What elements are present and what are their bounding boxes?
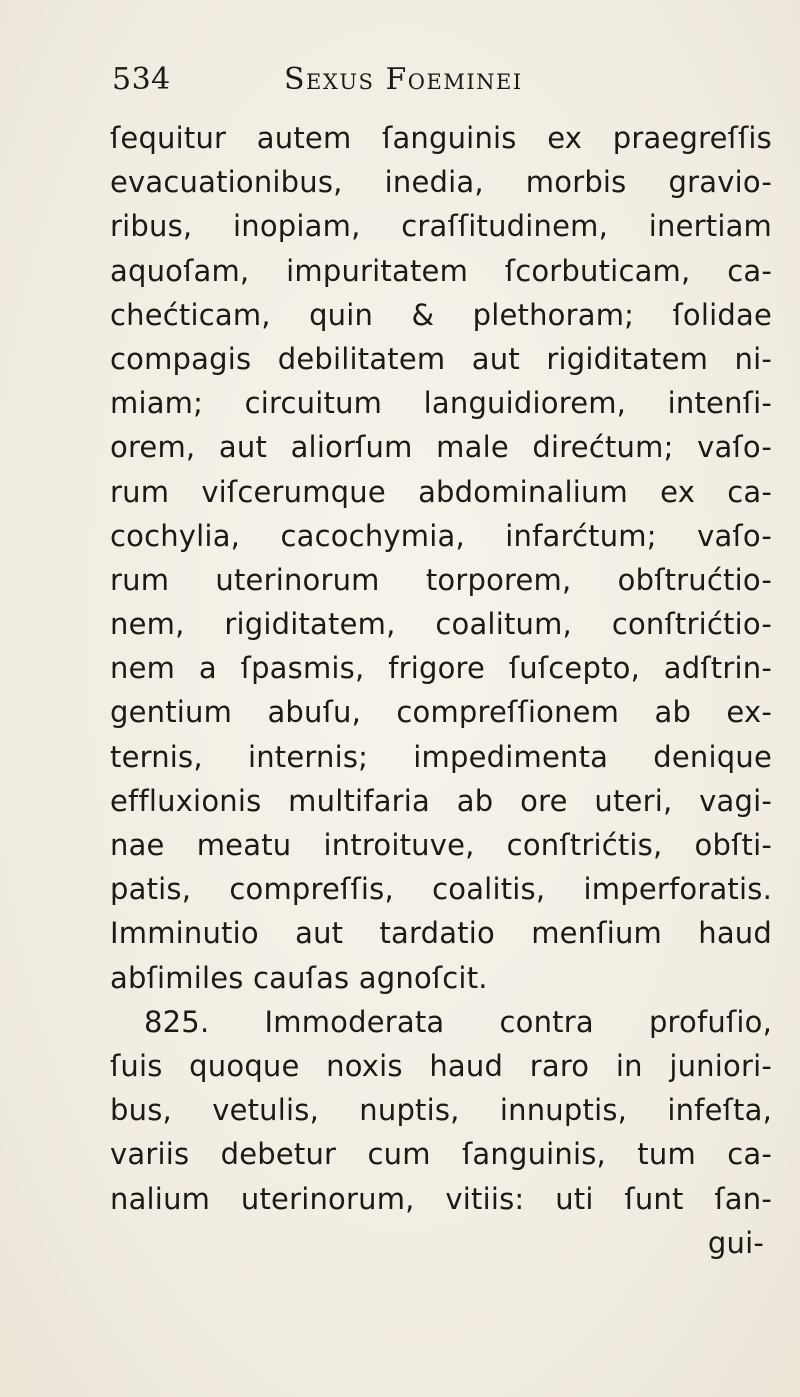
text-line: nalium uterinorum, vitiis: uti ſunt ſan- [110, 1181, 772, 1216]
text-line: nem a ſpasmis, frigore ſuſcepto, adſtrin- [110, 651, 772, 686]
text-line: abſimiles cauſas agnoſcit. [110, 960, 488, 995]
text-line: effluxionis multifaria ab ore uteri, vagi- [110, 783, 772, 818]
text-line: nem, rigiditatem, coalitum, conſtrićtio- [110, 607, 772, 642]
text-line: miam; circuitum languidiorem, intenſi- [110, 386, 772, 421]
text-line: variis debetur cum ſanguinis, tum ca- [110, 1137, 772, 1172]
text-line: ſuis quoque noxis haud raro in juniori- [110, 1048, 772, 1083]
text-line: ternis, internis; impedimenta denique [110, 739, 772, 774]
running-head: Sexus Foeminei [284, 62, 523, 97]
text-line: cochylia, cacochymia, infarćtum; vaſo- [110, 518, 772, 553]
text-line: ribus, inopiam, craſſitudinem, inertiam [110, 209, 772, 244]
paragraph-start-line: 825. Immoderata contra profuſio, [144, 1004, 772, 1039]
text-line: patis, compreſſis, coalitis, imperforatis. [110, 872, 772, 907]
text-line: chećticam, quin & plethoram; ſolidae [110, 297, 772, 332]
text-line: orem, aut aliorſum male direćtum; vaſo- [110, 430, 772, 465]
body-text [110, 116, 772, 1265]
text-line: ſequitur autem ſanguinis ex praegreſſis [110, 121, 772, 155]
text-line: compagis debilitatem aut rigiditatem ni- [110, 341, 772, 376]
text-line: Imminutio aut tardatio menſium haud [110, 916, 772, 951]
text-line: nae meatu introituve, conſtrićtis, obſti- [110, 828, 772, 862]
text-line: gentium abuſu, compreſſionem ab ex- [110, 695, 772, 730]
page-number: 534 [112, 62, 171, 97]
text-line: bus, vetulis, nuptis, innuptis, infeſta, [110, 1093, 772, 1128]
text-line: rum viſcerumque abdominalium ex ca- [110, 474, 772, 509]
text-line: aquoſam, impuritatem ſcorbuticam, ca- [110, 253, 772, 288]
page-header [112, 60, 760, 104]
catchword: gui- [707, 1225, 764, 1260]
text-line: evacuationibus, inedia, morbis gravio- [110, 165, 772, 200]
text-line: rum uterinorum torporem, obſtrućtio- [110, 562, 772, 597]
